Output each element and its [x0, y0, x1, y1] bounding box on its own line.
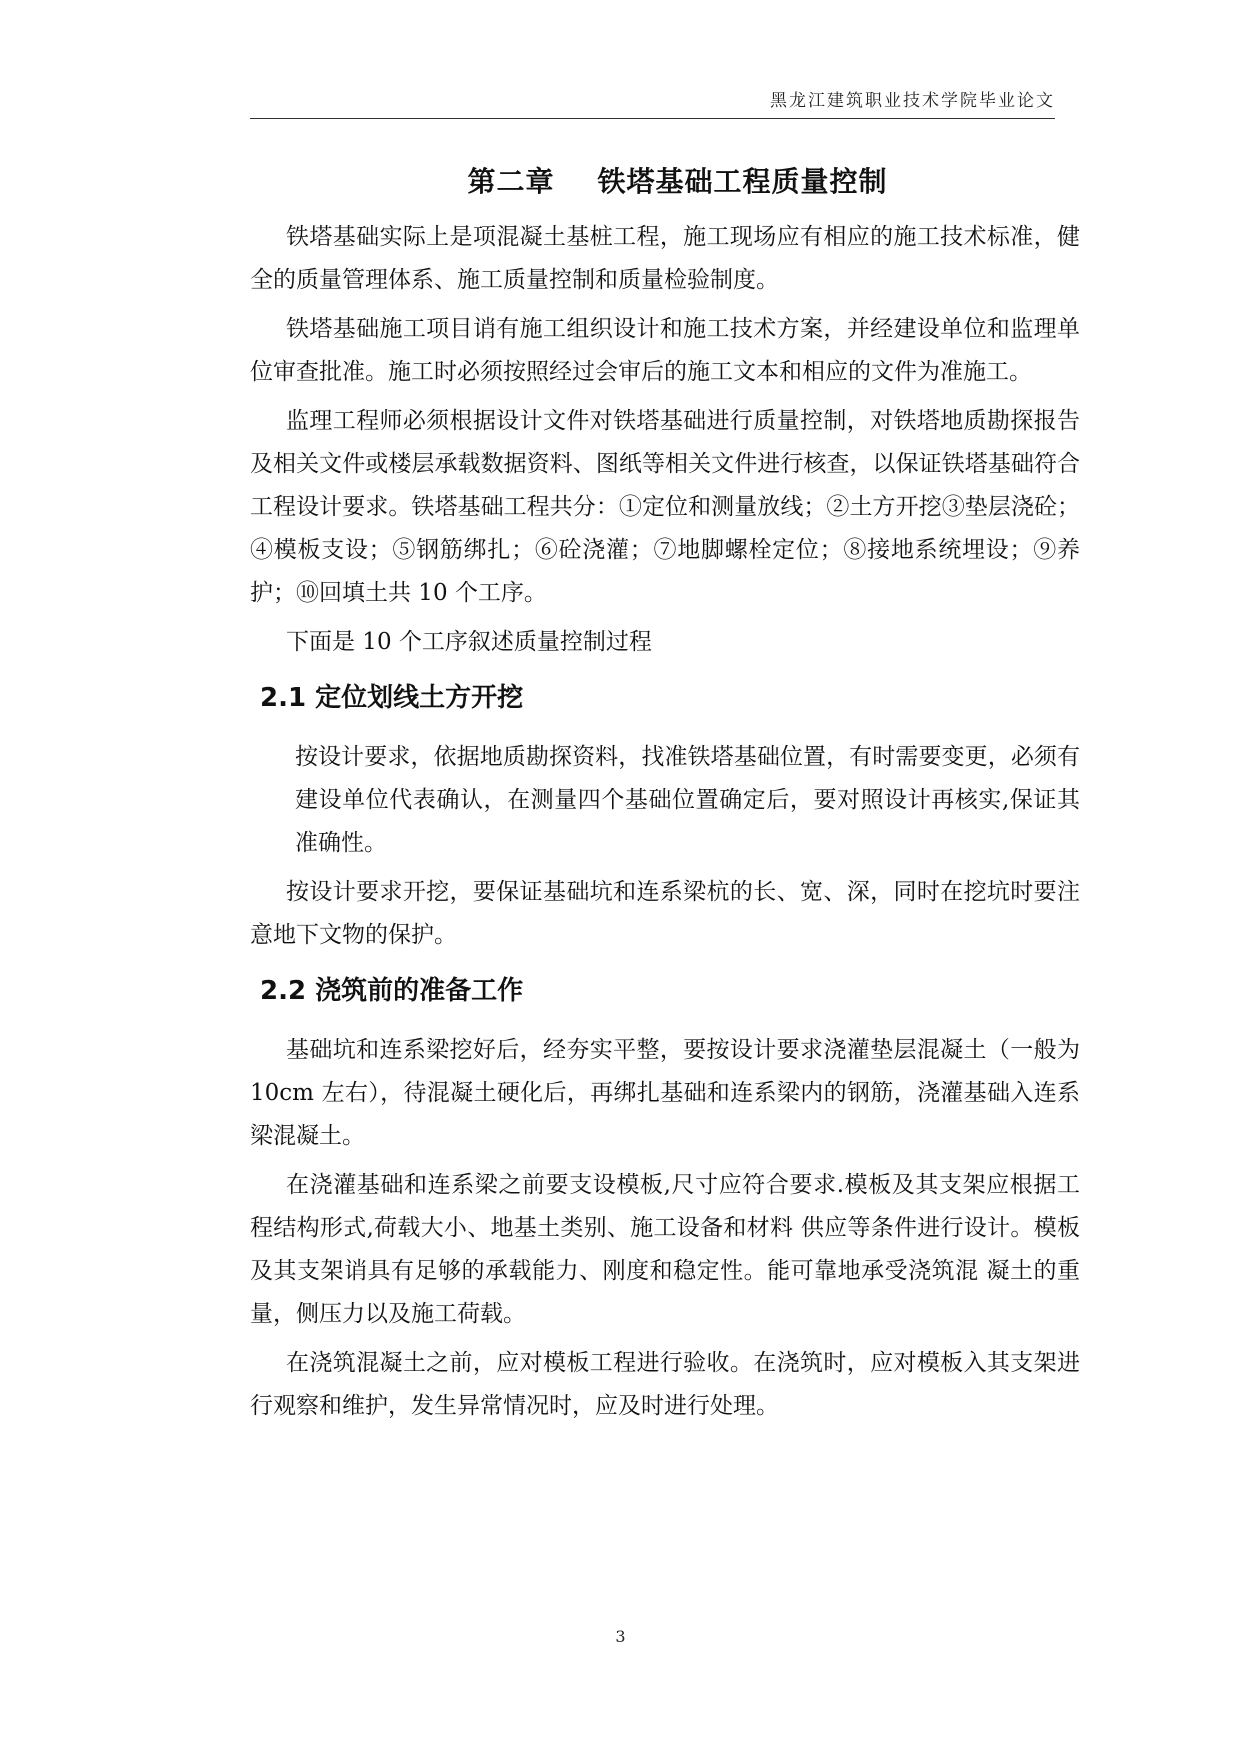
- header-divider: [250, 118, 1055, 119]
- section-paragraph: 在浇筑混凝土之前，应对模板工程进行验收。在浇筑时，应对模板入其支架进行观察和维护，发生异常情况时，应及时进行处理。: [250, 1350, 1080, 1419]
- page-header: [250, 86, 1055, 111]
- section-paragraph: 在浇灌基础和连系梁之前要支设模板,尺寸应符合要求.模板及其支架应根据工程结构形式,荷载大小、地基土类别、施工设备和材料 供应等条件进行设计。模板及其支架诮具有足够的承载能力、刚度和稳定性。能可靠地承受浇筑混 凝土的重量，侧压力以及施工荷载。: [250, 1172, 1080, 1327]
- intro-paragraph: 铁塔基础施工项目诮有施工组织设计和施工技术方案，并经建设单位和监理单位审查批准。施工时必须按照经过会审后的施工文本和相应的文件为准施工。: [250, 316, 1080, 385]
- chapter-title: 第二章 铁塔基础工程质量控制: [467, 165, 888, 198]
- intro-paragraph: 下面是 10 个工序叙述质量控制过程: [286, 629, 652, 655]
- intro-paragraph: 监理工程师必须根据设计文件对铁塔基础进行质量控制，对铁塔地质勘探报告及相关文件或楼层承载数据资料、图纸等相关文件进行核查，以保证铁塔基础符合工程设计要求。铁塔基础工程共分：①定位和测量放线；②土方开挖③垫层浇砼；④模板支设；⑤钢筋绑扎；⑥砼浇灌；⑦地脚螺栓定位；⑧接地系统埋设；⑨养护；⑩回填土共 10 个工序。: [250, 408, 1080, 606]
- section-paragraph: 基础坑和连系梁挖好后，经夯实平整，要按设计要求浇灌垫层混凝土（一般为 10cm 左右），待混凝土硬化后，再绑扎基础和连系梁内的钢筋，浇灌基础入连系梁混凝土。: [250, 1037, 1080, 1149]
- section-paragraph: 按设计要求开挖，要保证基础坑和连系梁杭的长、宽、深，同时在挖坑时要注意地下文物的保护。: [250, 879, 1080, 948]
- page-number: 3: [615, 1627, 626, 1646]
- section-indented-block: [295, 736, 1080, 865]
- intro-paragraph: 铁塔基础实际上是项混凝土基桩工程，施工现场应有相应的施工技术标准，健全的质量管理体系、施工质量控制和质量检验制度。: [250, 224, 1080, 293]
- header-title: 黑龙江建筑职业技术学院毕业论文: [770, 91, 1055, 111]
- section-paragraph: 按设计要求，依据地质勘探资料，找准铁塔基础位置，有时需要变更，必须有建设单位代表确认，在测量四个基础位置确定后，要对照设计再核实,保证其准确性。: [295, 744, 1080, 856]
- section-title: 2.1 定位划线土方开挖: [260, 683, 524, 713]
- page-body: [250, 160, 1080, 1434]
- section-title: 2.2 浇筑前的准备工作: [260, 976, 524, 1006]
